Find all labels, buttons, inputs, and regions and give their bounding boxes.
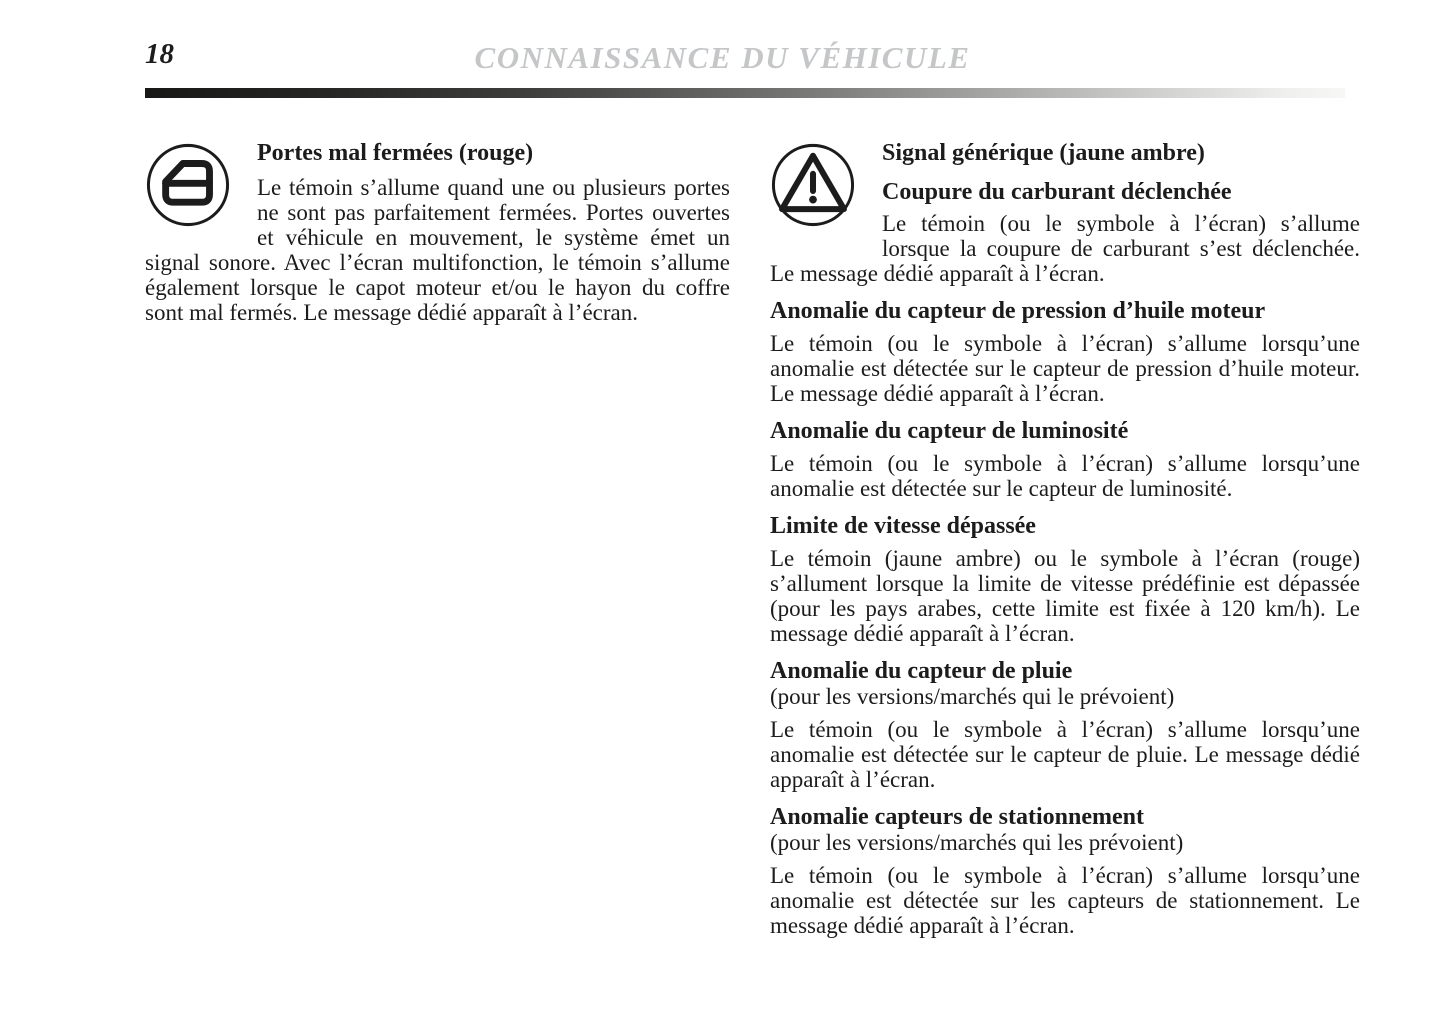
page-title: CONNAISSANCE DU VÉHICULE [474,40,971,75]
right-column [770,140,1360,938]
section-body-portes: Le témoin s’allume quand une ou plusieurs portes ne sont pas parfaitement fermées. Portes ouvertes et véhicule en mouvement, le système émet un signal sonore. Avec l’écran multifonction, le témoin s’allume également lorsque le capot moteur et/ou le hayon du coffre sont mal fermés. Le message dédié apparaît à l’écran. [145,175,730,325]
section-anomalie-capteur-pluie [770,658,1360,792]
section-heading: Anomalie capteurs de stationnement [770,804,1144,830]
section-heading-signal-generique: Signal générique (jaune ambre) [882,140,1205,166]
door-ajar-icon [145,142,231,228]
section-limite-vitesse [770,513,1360,646]
section-anomalie-capteurs-stationnement [770,804,1360,938]
section-heading: Anomalie du capteur de pression d’huile moteur [770,298,1266,324]
section-heading: Anomalie du capteur de luminosité [770,418,1129,444]
section-body: Le témoin (ou le symbole à l’écran) s’allume lorsqu’une anomalie est détectée sur le capteur de pluie. Le message dédié apparaît à l’écran. [770,717,1360,792]
section-body: Le témoin (ou le symbole à l’écran) s’allume lorsqu’une anomalie est détectée sur le capteur de pression d’huile moteur. Le message dédié apparaît à l’écran. [770,331,1360,406]
section-body: Le témoin (jaune ambre) ou le symbole à l’écran (rouge) s’allument lorsque la limite de vitesse prédéfinie est dépassée (pour les pays arabes, cette limite est fixée à 120 km/h). Le message dédié apparaît à l’écran. [770,546,1360,646]
section-body: Le témoin (ou le symbole à l’écran) s’allume lorsqu’une anomalie est détectée sur le capteur de luminosité. [770,451,1360,501]
section-heading: Limite de vitesse dépassée [770,513,1036,539]
header-gradient-rule [145,88,1345,98]
section-heading: Anomalie du capteur de pluie [770,658,1073,684]
section-note: (pour les versions/marchés qui les prévoient) [770,830,1184,855]
section-heading-portes: Portes mal fermées (rouge) [257,140,534,166]
section-heading-coupure-carburant: Coupure du carburant déclenchée [882,179,1232,205]
section-body: Le témoin (ou le symbole à l’écran) s’allume lorsqu’une anomalie est détectée sur les capteurs de stationnement. Le message dédié apparaît à l’écran. [770,863,1360,938]
page-number: 18 [145,38,174,70]
section-anomalie-pression-huile [770,298,1360,406]
section-anomalie-luminosite [770,418,1360,501]
left-column [145,140,730,325]
section-body-coupure-carburant: Le témoin (ou le symbole à l’écran) s’allume lorsque la coupure de carburant s’est déclenchée. Le message dédié apparaît à l’écran. [770,211,1360,286]
two-column-layout [145,140,1360,938]
warning-triangle-icon [770,142,856,228]
section-note: (pour les versions/marchés qui le prévoient) [770,684,1175,709]
